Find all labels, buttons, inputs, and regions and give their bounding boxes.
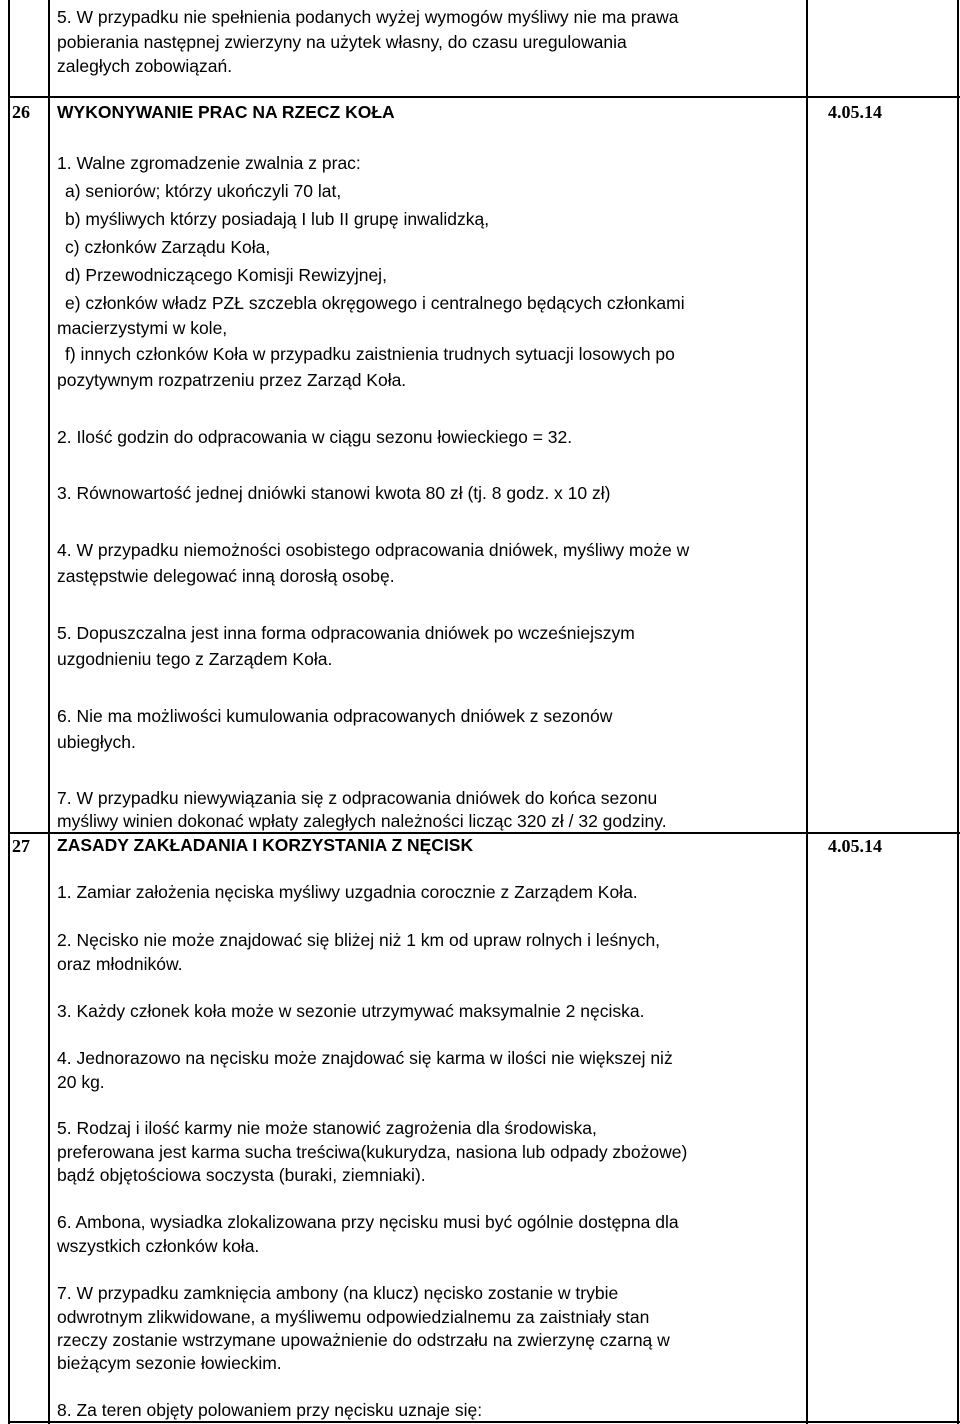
paragraph-line: 2. Nęcisko nie może znajdować się bliżej niż 1 km od upraw rolnych i leśnych, xyxy=(57,930,661,950)
paragraph-line: preferowana jest karma sucha treściwa(kukurydza, nasiona lub odpady zbożowe) xyxy=(57,1142,688,1162)
paragraph-line: 5. Rodzaj i ilość karmy nie może stanowić zagrożenia dla środowiska, xyxy=(57,1118,597,1138)
section-date: 4.05.14 xyxy=(828,102,882,122)
section-title: WYKONYWANIE PRAC NA RZECZ KOŁA xyxy=(57,102,395,122)
section-title: ZASADY ZAKŁADANIA I KORZYSTANIA Z NĘCISK xyxy=(57,835,474,855)
paragraph-line: zastępstwie delegować inną dorosłą osobę. xyxy=(57,566,395,586)
section-number: 26 xyxy=(12,102,30,122)
paragraph-line: 1. Zamiar założenia nęciska myśliwy uzgadnia corocznie z Zarządem Koła. xyxy=(57,882,638,902)
paragraph-line: myśliwy winien dokonać wpłaty zaległych należności licząc 320 zł / 32 godziny. xyxy=(57,811,667,831)
paragraph-line: 5. W przypadku nie spełnienia podanych wyżej wymogów myśliwy nie ma prawa xyxy=(57,7,679,27)
list-item: a) seniorów; którzy ukończyli 70 lat, xyxy=(65,181,342,201)
list-item: c) członków Zarządu Koła, xyxy=(65,237,271,257)
paragraph-line: uzgodnieniu tego z Zarządem Koła. xyxy=(57,649,333,669)
table-border-right xyxy=(957,0,959,1424)
paragraph-line: 4. Jednorazowo na nęcisku może znajdować się karma w ilości nie większej niż xyxy=(57,1048,673,1068)
paragraph-line: 20 kg. xyxy=(57,1072,105,1092)
paragraph-line: bieżącym sezonie łowieckim. xyxy=(57,1353,282,1373)
paragraph-line: 7. W przypadku niewywiązania się z odpracowania dniówek do końca sezonu xyxy=(57,788,658,808)
paragraph-line: wszystkich członków koła. xyxy=(57,1236,260,1256)
paragraph-line: odwrotnym zlikwidowane, a myśliwemu odpowiedzialnemu za zaistniały stan xyxy=(57,1307,650,1327)
section-number: 27 xyxy=(12,836,30,856)
paragraph-line: 1. Walne zgromadzenie zwalnia z prac: xyxy=(57,153,361,173)
paragraph-line: pobierania następnej zwierzyny na użytek własny, do czasu uregulowania xyxy=(57,32,627,52)
paragraph-line: bądź objętościowa soczysta (buraki, ziemniaki). xyxy=(57,1165,426,1185)
paragraph-line: 2. Ilość godzin do odpracowania w ciągu sezonu łowieckiego = 32. xyxy=(57,427,573,447)
list-item: f) innych członków Koła w przypadku zaistnienia trudnych sytuacji losowych po xyxy=(65,344,675,364)
paragraph-line: rzeczy zostanie wstrzymane upoważnienie do odstrzału na zwierzynę czarną w xyxy=(57,1330,670,1350)
table-border-bottom xyxy=(8,1421,960,1423)
section-date: 4.05.14 xyxy=(828,836,882,856)
paragraph-line: 4. W przypadku niemożności osobistego odpracowania dniówek, myśliwy może w xyxy=(57,540,690,560)
paragraph-line: 3. Równowartość jednej dniówki stanowi kwota 80 zł (tj. 8 godz. x 10 zł) xyxy=(57,483,611,503)
row-divider xyxy=(8,96,960,98)
paragraph-line: zaległych zobowiązań. xyxy=(57,56,233,76)
paragraph-line: oraz młodników. xyxy=(57,954,183,974)
list-item: d) Przewodniczącego Komisji Rewizyjnej, xyxy=(65,265,387,285)
paragraph-line: 6. Ambona, wysiadka zlokalizowana przy nęcisku musi być ogólnie dostępna dla xyxy=(57,1212,679,1232)
list-item: e) członków władz PZŁ szczebla okręgowego i centralnego będących członkami xyxy=(65,293,685,313)
table-border-left xyxy=(8,0,10,1424)
column-divider-number xyxy=(48,0,50,1424)
paragraph-line: macierzystymi w kole, xyxy=(57,318,228,338)
list-item: b) myśliwych którzy posiadają I lub II grupę inwalidzką, xyxy=(65,209,490,229)
paragraph-line: pozytywnym rozpatrzeniu przez Zarząd Koła. xyxy=(57,370,407,390)
paragraph-line: 5. Dopuszczalna jest inna forma odpracowania dniówek po wcześniejszym xyxy=(57,623,635,643)
column-divider-date xyxy=(806,0,808,1424)
paragraph-line: ubiegłych. xyxy=(57,732,136,752)
paragraph-line: 3. Każdy członek koła może w sezonie utrzymywać maksymalnie 2 nęciska. xyxy=(57,1001,645,1021)
paragraph-line: 6. Nie ma możliwości kumulowania odpracowanych dniówek z sezonów xyxy=(57,706,613,726)
paragraph-line: 8. Za teren objęty polowaniem przy nęcisku uznaje się: xyxy=(57,1400,483,1420)
paragraph-line: 7. W przypadku zamknięcia ambony (na klucz) nęcisko zostanie w trybie xyxy=(57,1283,619,1303)
